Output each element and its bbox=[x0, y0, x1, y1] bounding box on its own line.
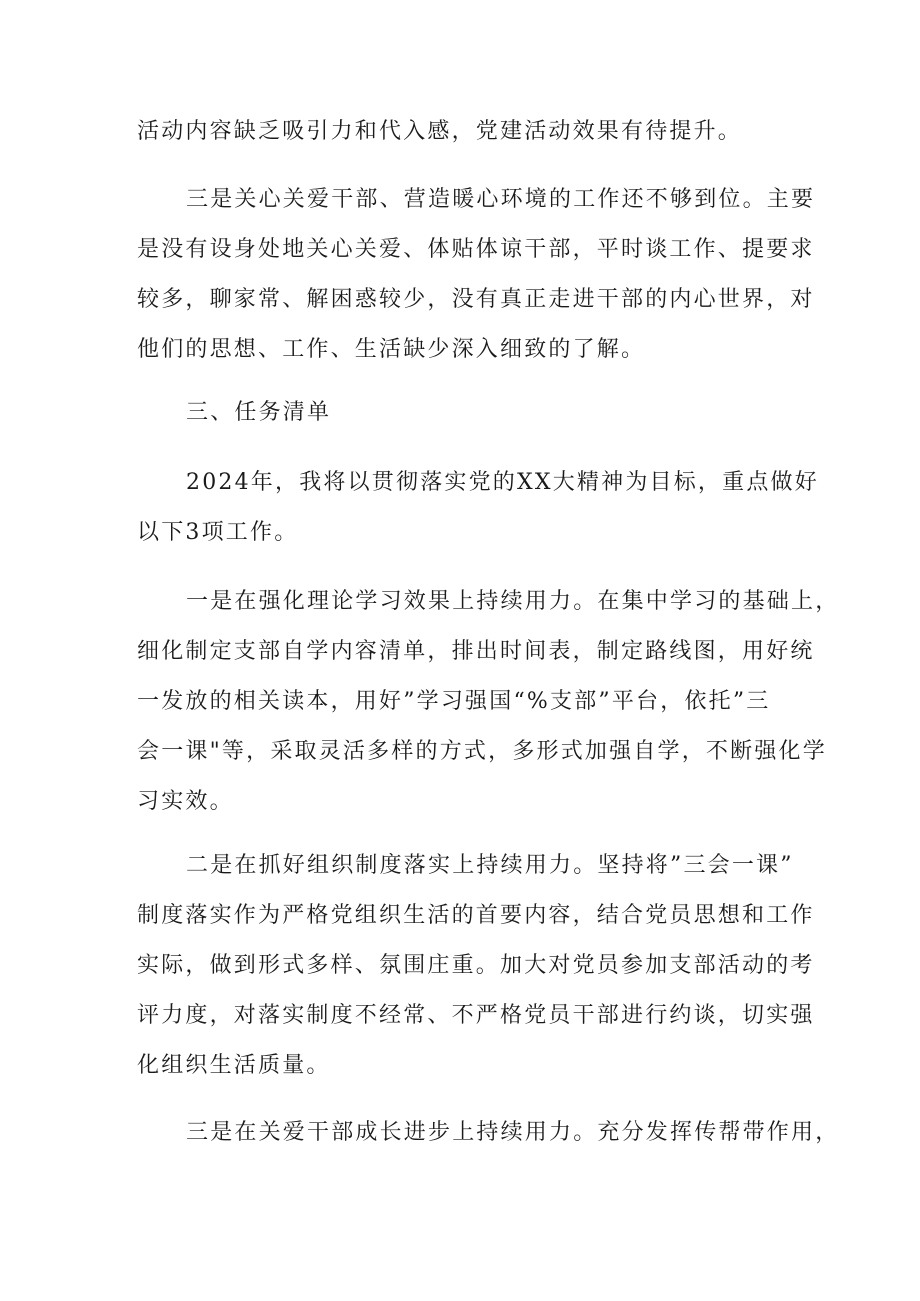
paragraph-line: 一是在强化理论学习效果上持续用力。在集中学习的基础上， bbox=[186, 589, 840, 614]
paragraph-line: 细化制定支部自学内容清单，排出时间表，制定路线图，用好统 bbox=[137, 639, 815, 664]
section-heading: 三、任务清单 bbox=[186, 400, 332, 425]
paragraph-line: 较多，聊家常、解困惑较少，没有真正走进干部的内心世界，对 bbox=[137, 287, 815, 312]
paragraph-line: 他们的思想、工作、生活缺少深入细致的了解。 bbox=[137, 337, 646, 362]
paragraph-line: 评力度，对落实制度不经常、不严格党员干部进行约谈，切实强 bbox=[137, 1003, 815, 1028]
paragraph-line: 二是在抓好组织制度落实上持续用力。坚持将”三会一课” bbox=[186, 853, 794, 878]
paragraph-line: 三是在关爱干部成长进步上持续用力。充分发挥传帮带作用， bbox=[186, 1120, 840, 1145]
paragraph-line: 是没有设身处地关心关爱、体贴体谅干部，平时谈工作、提要求 bbox=[137, 237, 815, 262]
paragraph-line: 习实效。 bbox=[137, 789, 234, 814]
paragraph-line: 以下3项工作。 bbox=[137, 520, 299, 545]
paragraph-line: 实际，做到形式多样、氛围庄重。加大对党员参加支部活动的考 bbox=[137, 953, 815, 978]
paragraph-line: 2024年，我将以贯彻落实党的XX大精神为目标，重点做好 bbox=[186, 470, 819, 495]
paragraph-line: 化组织生活质量。 bbox=[137, 1053, 331, 1078]
paragraph-line: 三是关心关爱干部、营造暖心环境的工作还不够到位。主要 bbox=[186, 187, 816, 212]
paragraph-line: 会一课"等，采取灵活多样的方式，多形式加强自学，不断强化学 bbox=[137, 739, 827, 764]
paragraph-line: 制度落实作为严格党组织生活的首要内容，结合党员思想和工作 bbox=[137, 903, 815, 928]
paragraph-line: 一发放的相关读本，用好”学习强国“%支部”平台，依托”三 bbox=[137, 689, 771, 714]
paragraph-line: 活动内容缺乏吸引力和代入感，党建活动效果有待提升。 bbox=[137, 119, 743, 144]
